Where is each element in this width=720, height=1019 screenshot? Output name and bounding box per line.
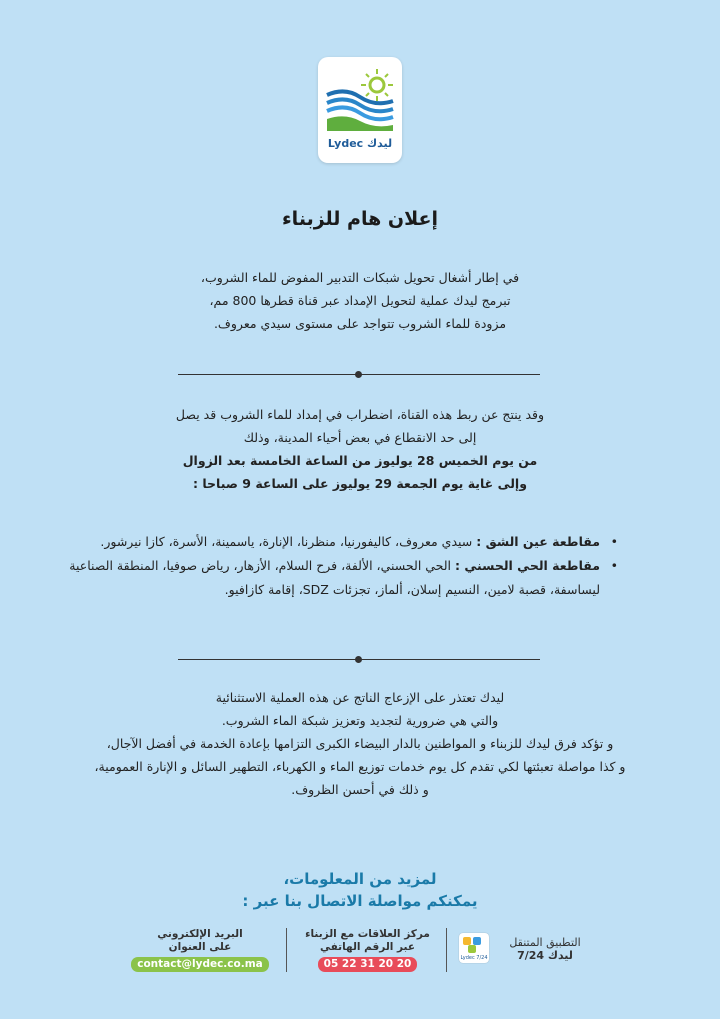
impact-line: وقد ينتج عن ربط هذه القناة، اضطراب في إمداد للماء الشروب قد يصل	[175, 407, 545, 422]
contact-separator	[446, 928, 447, 972]
announcement-title: إعلان هام للزبناء	[281, 208, 439, 230]
apology-line: و ذلك في أحسن الظروف.	[291, 782, 429, 797]
area-item	[30, 530, 618, 554]
intro-line: في إطار أشغال تحويل شبكات التدبير المفوض للماء الشروب،	[200, 270, 520, 285]
phone-label: مركز العلاقات مع الزبناء	[305, 928, 430, 940]
impact-line: إلى حد الانقطاع في بعض أحياء المدينة، وذلك	[243, 430, 477, 445]
email-label: البريد الإلكتروني	[157, 928, 243, 940]
contact-email	[125, 928, 275, 972]
lydec-logo	[318, 57, 402, 163]
contact-separator	[286, 928, 287, 972]
intro-line: تبرمج ليدك عملية لتحويل الإمداد عبر قناة قطرها 800 مم،	[209, 293, 511, 308]
app-icon-square	[473, 937, 481, 945]
email-label: على العنوان	[168, 941, 232, 953]
phone-label: عبر الرقم الهاتفي	[319, 941, 416, 953]
affected-areas-list	[30, 530, 618, 602]
app-icon-caption: Lydec 7/24	[460, 955, 488, 961]
divider-dot	[355, 656, 362, 663]
more-info-line: لمزيد من المعلومات،	[283, 870, 437, 888]
intro-line: مزودة للماء الشروب تتواجد على مستوى سيدي معروف.	[213, 316, 507, 331]
app-icon-square	[468, 945, 476, 953]
area-places: الحي الحسني، الألفة، فرح السلام، الأزهار، رياض صوفيا، المنطقة الصناعية ليساسفة، قصبة لامين، النسيم إسلان، ألماز، تجزئات SDZ، إقامة كازافيو.	[69, 558, 600, 597]
impact-paragraph	[100, 403, 620, 495]
more-info	[0, 868, 720, 912]
app-label: التطبيق المتنقل	[509, 936, 581, 949]
lydec-logo-icon	[325, 65, 395, 135]
impact-date-end: وإلى غاية يوم الجمعة 29 يوليوز على الساعة 9 صباحا :	[193, 476, 527, 491]
area-places: سيدي معروف، كاليفورنيا، منظرنا، الإنارة، ياسمينة، الأسرة، كازا نيرشور.	[100, 534, 477, 549]
apology-line: و تؤكد فرق ليدك للزبناء و المواطنين بالدار البيضاء الكبرى التزامها بإعادة الخدمة في أفضل الآجال،	[106, 736, 614, 751]
apology-line: و كذا مواصلة تعبئتها لكي تقدم كل يوم خدمات توزيع الماء و الكهرباء، التطهير السائل و الإنارة العمومية،	[94, 759, 626, 774]
contact-app	[495, 936, 595, 962]
logo-text: Lydec ليدك	[327, 137, 393, 150]
email-link[interactable]: contact@lydec.co.ma	[131, 957, 269, 972]
area-region: مقاطعة الحي الحسني :	[455, 558, 600, 573]
apology-paragraph	[30, 686, 690, 801]
apology-line: ليدك تعتذر على الإزعاج الناتج عن هذه العملية الاستثنائية	[215, 690, 505, 705]
app-icon-square	[463, 937, 471, 945]
lydec-app-icon[interactable]	[459, 933, 489, 963]
phone-number[interactable]: 05 22 31 20 20	[318, 957, 418, 972]
impact-date-start: من يوم الخميس 28 يوليوز من الساعة الخامسة بعد الزوال	[182, 453, 538, 468]
intro-paragraph	[120, 266, 600, 335]
area-region: مقاطعة عين الشق :	[476, 534, 600, 549]
area-item	[30, 554, 618, 602]
section-divider	[178, 659, 540, 660]
more-info-line: يمكنكم مواصلة الاتصال بنا عبر :	[242, 892, 478, 910]
contact-phone	[295, 928, 440, 972]
app-label: ليدك 7/24	[517, 949, 573, 962]
section-divider	[178, 374, 540, 375]
divider-dot	[355, 371, 362, 378]
apology-line: والتي هي ضرورية لتجديد وتعزيز شبكة الماء الشروب.	[221, 713, 499, 728]
